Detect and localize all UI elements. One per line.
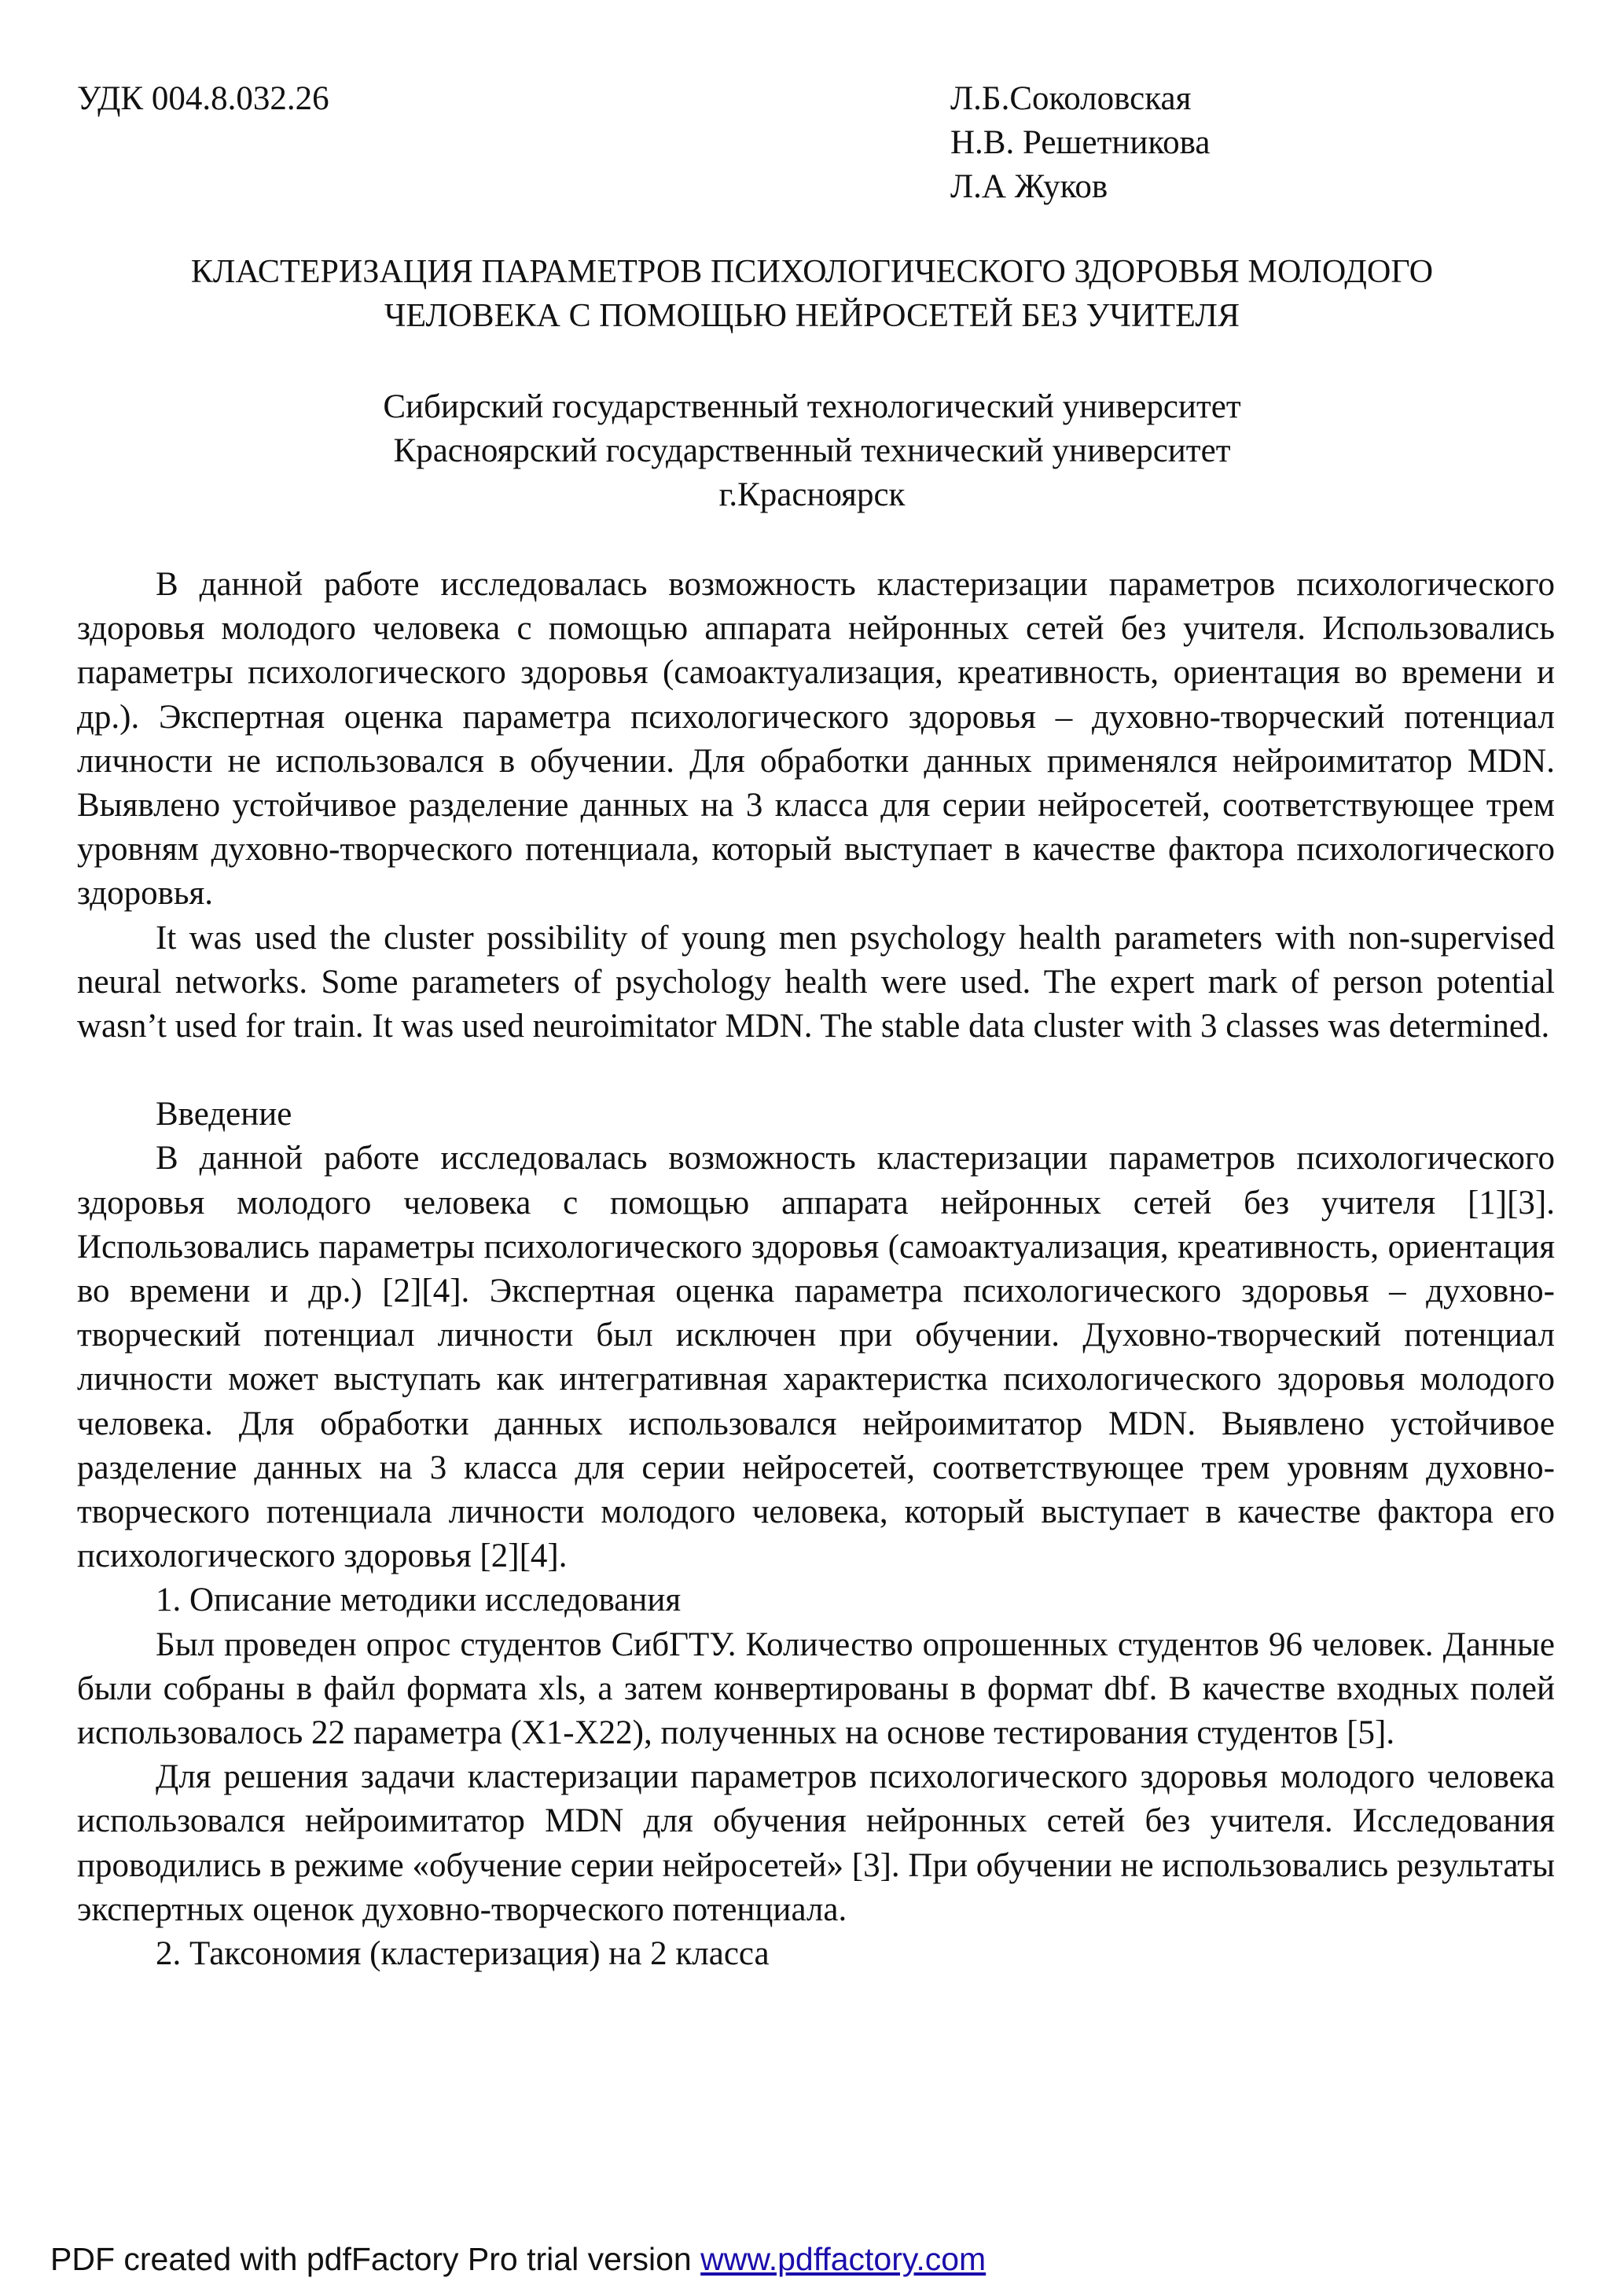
section-spacer [77,1049,1555,1093]
footer-text: PDF created with pdfFactory Pro trial version [50,2241,701,2277]
abstract-russian: В данной работе исследовалась возможность кластеризации параметров психологического здоровья молодого человека с помощью аппарата нейронных сетей без учителя. Использовались параметры психологического здоровья (самоактуализация, креативность, ориентация во времени и др.). Экспертная оценка параметра психологического здоровья – духовно-творческий потенциал личности не использовался в обучении. Для обработки данных применялся нейроимитатор MDN. Выявлено устойчивое разделение данных на 3 класса для серии нейросетей, соответствующее трем уровням духовно-творческого потенциала, который выступает в качестве фактора психологического здоровья. [77,566,1555,913]
abstract-english: It was used the cluster possibility of young men psychology health parameters with non-supervised neural networks. Some parameters of psychology health were used. The expert mark of person potential wasn’t used for train. It was used neuroimitator MDN. The stable data cluster with 3 classes was determined. [77,919,1555,1045]
author-name: Н.В. Решетникова [950,124,1211,161]
affiliations-block [77,385,1547,517]
paper-title-line: КЛАСТЕРИЗАЦИЯ ПАРАМЕТРОВ ПСИХОЛОГИЧЕСКОГО ЗДОРОВЬЯ МОЛОДОГО [190,254,1434,290]
author-name: Л.А Жуков [950,168,1108,205]
affiliation: Красноярский государственный технический университет [393,432,1231,469]
intro-heading: Введение [156,1096,292,1133]
intro-paragraph: В данной работе исследовалась возможность кластеризации параметров психологического здоровья молодого человека с помощью аппарата нейронных сетей без учителя [1][3]. Использовались параметры психологического здоровья (самоактуализация, креативность, ориентация во времени и др.) [2][4]. Экспертная оценка параметра психологического здоровья – духовно-творческий потенциал личности был исключен при обучении. Духовно-творческий потенциал личности может выступать как интегративная характеристка психологического здоровья молодого человека. Для обработки данных использовался нейроимитатор MDN. Выявлено устойчивое разделение данных на 3 класса для серии нейросетей, соответствующее трем уровням духовно-творческого потенциала личности молодого человека, который выступает в качестве фактора его психологического здоровья [2][4]. [77,1140,1555,1575]
section-1-heading: 1. Описание методики исследования [156,1581,682,1619]
section-2-heading: 2. Таксономия (кластеризация) на 2 класса [156,1935,770,1973]
section-1-paragraph: Был проведен опрос студентов СибГТУ. Количество опрошенных студентов 96 человек. Данные были собраны в файл формата xls, а затем конвертированы в формат dbf. В качестве входных полей использовалось 22 параметра (X1-X22), полученных на основе тестирования студентов [5]. [77,1626,1555,1752]
paper-body [77,563,1555,1976]
affiliation: Сибирский государственный технологический университет [383,388,1241,425]
paper-title-line: ЧЕЛОВЕКА С ПОМОЩЬЮ НЕЙРОСЕТЕЙ БЕЗ УЧИТЕЛЯ [384,298,1240,334]
udc-code: УДК 004.8.032.26 [77,80,329,117]
paper-title [77,250,1547,338]
footer-link[interactable]: www.pdffactory.com [700,2241,987,2277]
section-1-paragraph: Для решения задачи кластеризации параметров психологического здоровья молодого человека использовался нейроимитатор MDN для обучения нейронных сетей без учителя. Исследования проводились в режиме «обучение серии нейросетей» [3]. При обучении не использовались результаты экспертных оценок духовно-творческого потенциала. [77,1758,1555,1928]
pdf-footer [50,2239,986,2279]
author-name: Л.Б.Соколовская [950,80,1192,117]
affiliation-city: г.Красноярск [718,476,906,513]
authors-block [950,77,1210,209]
